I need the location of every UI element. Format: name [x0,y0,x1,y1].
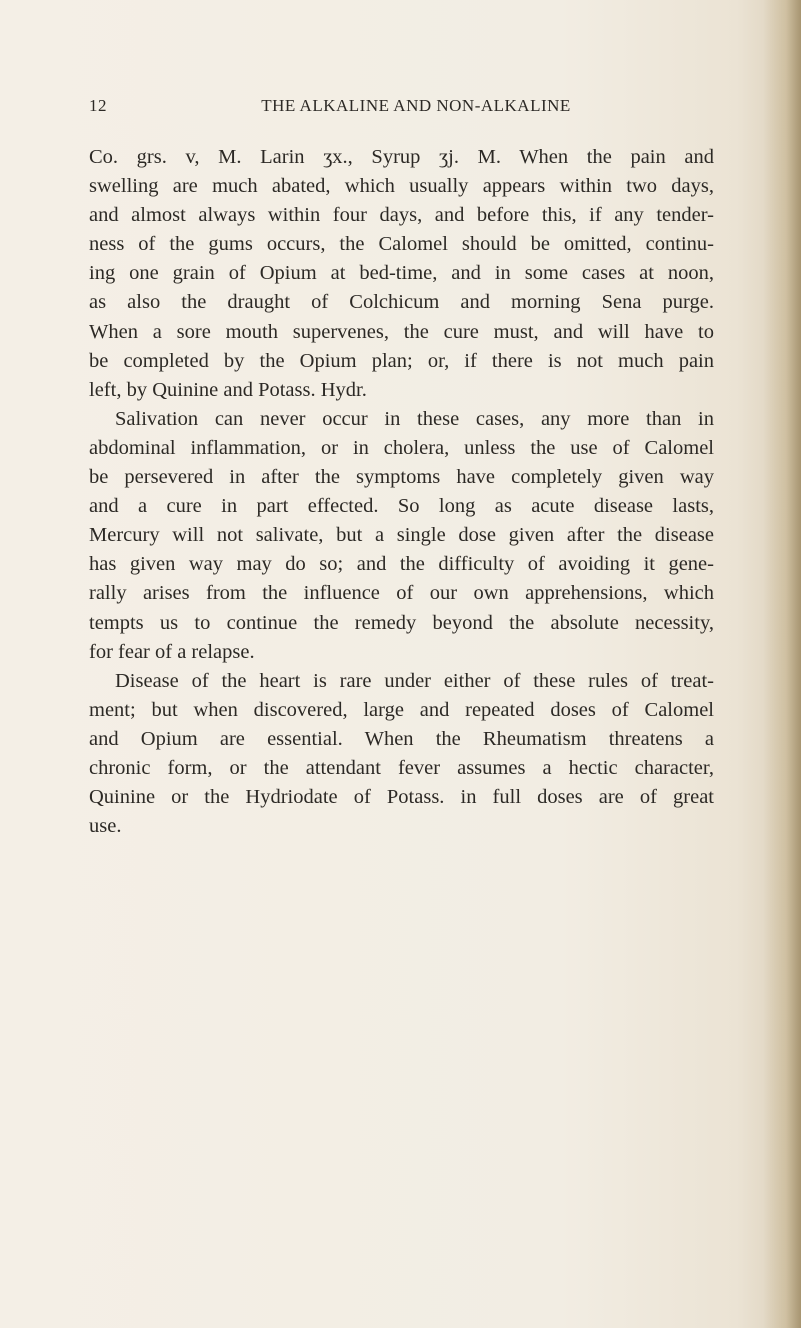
text-line: Quinine or the Hydriodate of Potass. in full doses are of great [89,786,714,809]
page-number: 12 [89,96,107,115]
page-edge-shadow [763,0,801,1328]
page-header [89,96,729,120]
text-line: be completed by the Opium plan; or, if there is not much pain [89,349,714,372]
text-line: for fear of a relapse. [89,640,255,663]
text-line: be persevered in after the symptoms have completely given way [89,466,714,489]
text-line: Salivation can never occur in these cases, any more than in [115,407,714,430]
running-head: THE ALKALINE AND NON-ALKALINE [261,96,571,115]
text-line: ment; but when discovered, large and repeated doses of Calomel [89,698,714,721]
text-line: left, by Quinine and Potass. Hydr. [89,378,367,401]
text-line: rally arises from the influence of our own apprehensions, which [89,582,714,605]
body-text [89,143,714,841]
text-line: When a sore mouth supervenes, the cure must, and will have to [89,320,714,343]
text-line: Disease of the heart is rare under either of these rules of treat- [115,669,714,692]
text-line: ness of the gums occurs, the Calomel should be omitted, continu- [89,233,714,256]
text-line: use. [89,815,122,838]
text-line: and a cure in part effected. So long as acute disease lasts, [89,495,714,518]
text-line: abdominal inflammation, or in cholera, unless the use of Calomel [89,436,714,459]
text-line: and Opium are essential. When the Rheumatism threatens a [89,727,714,750]
text-line: has given way may do so; and the difficulty of avoiding it gene- [89,553,714,576]
text-line: tempts us to continue the remedy beyond the absolute necessity, [89,611,714,634]
text-line: swelling are much abated, which usually appears within two days, [89,175,714,198]
text-line: chronic form, or the attendant fever assumes a hectic character, [89,756,714,779]
text-line: Co. grs. v, M. Larin ʒx., Syrup ʒj. M. When the pain and [89,146,714,168]
text-line: as also the draught of Colchicum and morning Sena purge. [89,291,714,314]
text-line: ing one grain of Opium at bed-time, and in some cases at noon, [89,262,714,285]
text-line: Mercury will not salivate, but a single dose given after the disease [89,524,714,547]
text-line: and almost always within four days, and before this, if any tender- [89,204,714,227]
